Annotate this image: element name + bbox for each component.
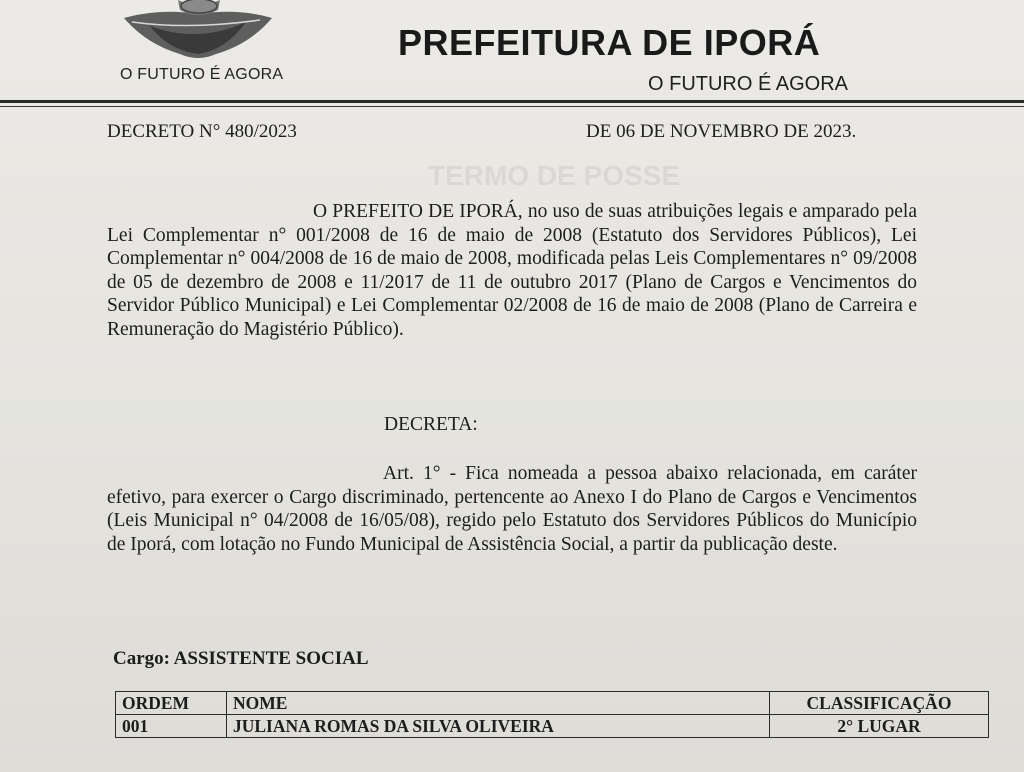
cell-classificacao: 2° LUGAR (770, 715, 989, 738)
cargo-title: Cargo: ASSISTENTE SOCIAL (113, 648, 369, 669)
header-classificacao: CLASSIFICAÇÃO (770, 692, 989, 715)
city-emblem-icon (120, 0, 275, 62)
city-logo (112, 0, 292, 96)
decree-date: DE 06 DE NOVEMBRO DE 2023. (586, 121, 857, 142)
header-nome: NOME (227, 692, 770, 715)
appointment-table (115, 691, 989, 738)
cell-nome: JULIANA ROMAS DA SILVA OLIVEIRA (227, 715, 770, 738)
table-row (116, 715, 989, 738)
cell-ordem: 001 (116, 715, 227, 738)
header-divider (0, 100, 1024, 103)
table-header-row (116, 692, 989, 715)
page-subtitle: O FUTURO É AGORA (648, 73, 849, 95)
preamble-paragraph: O PREFEITO DE IPORÁ, no uso de suas atribuições legais e amparado pela Lei Complementar n° 001/2008 de 16 de maio de 2008 (Estatuto dos Servidores Públicos), Lei Complementar n° 004/2008 de 16 de maio de 2008, modificada pelas Leis Complementares n° 09/2008 de 05 de dezembro de 2008 e 11/2017 de 11 de outubro 2017 (Plano de Cargos e Vencimentos do Servidor Público Municipal) e Lei Complementar 02/2008 de 16 de maio de 2008 (Plano de Carreira e Remuneração do Magistério Público). (107, 201, 917, 340)
header-ordem: ORDEM (116, 692, 227, 715)
header-divider-thin (0, 106, 1024, 107)
logo-motto: O FUTURO É AGORA (120, 66, 284, 83)
bleed-through-text: TERMO DE POSSE (428, 160, 681, 191)
article-1-paragraph: Art. 1° - Fica nomeada a pessoa abaixo relacionada, em caráter efetivo, para exercer o Cargo discriminado, pertencente ao Anexo I do Plano de Cargos e Vencimentos (Leis Municipal n° 04/2008 de 16/05/08), regido pelo Estatuto dos Servidores Públicos do Município de Iporá, com lotação no Fundo Municipal de Assistência Social, a partir da publicação deste. (107, 463, 917, 555)
decreta-heading: DECRETA: (384, 414, 478, 435)
decree-number: DECRETO N° 480/2023 (107, 121, 297, 142)
page-title: PREFEITURA DE IPORÁ (398, 22, 821, 63)
